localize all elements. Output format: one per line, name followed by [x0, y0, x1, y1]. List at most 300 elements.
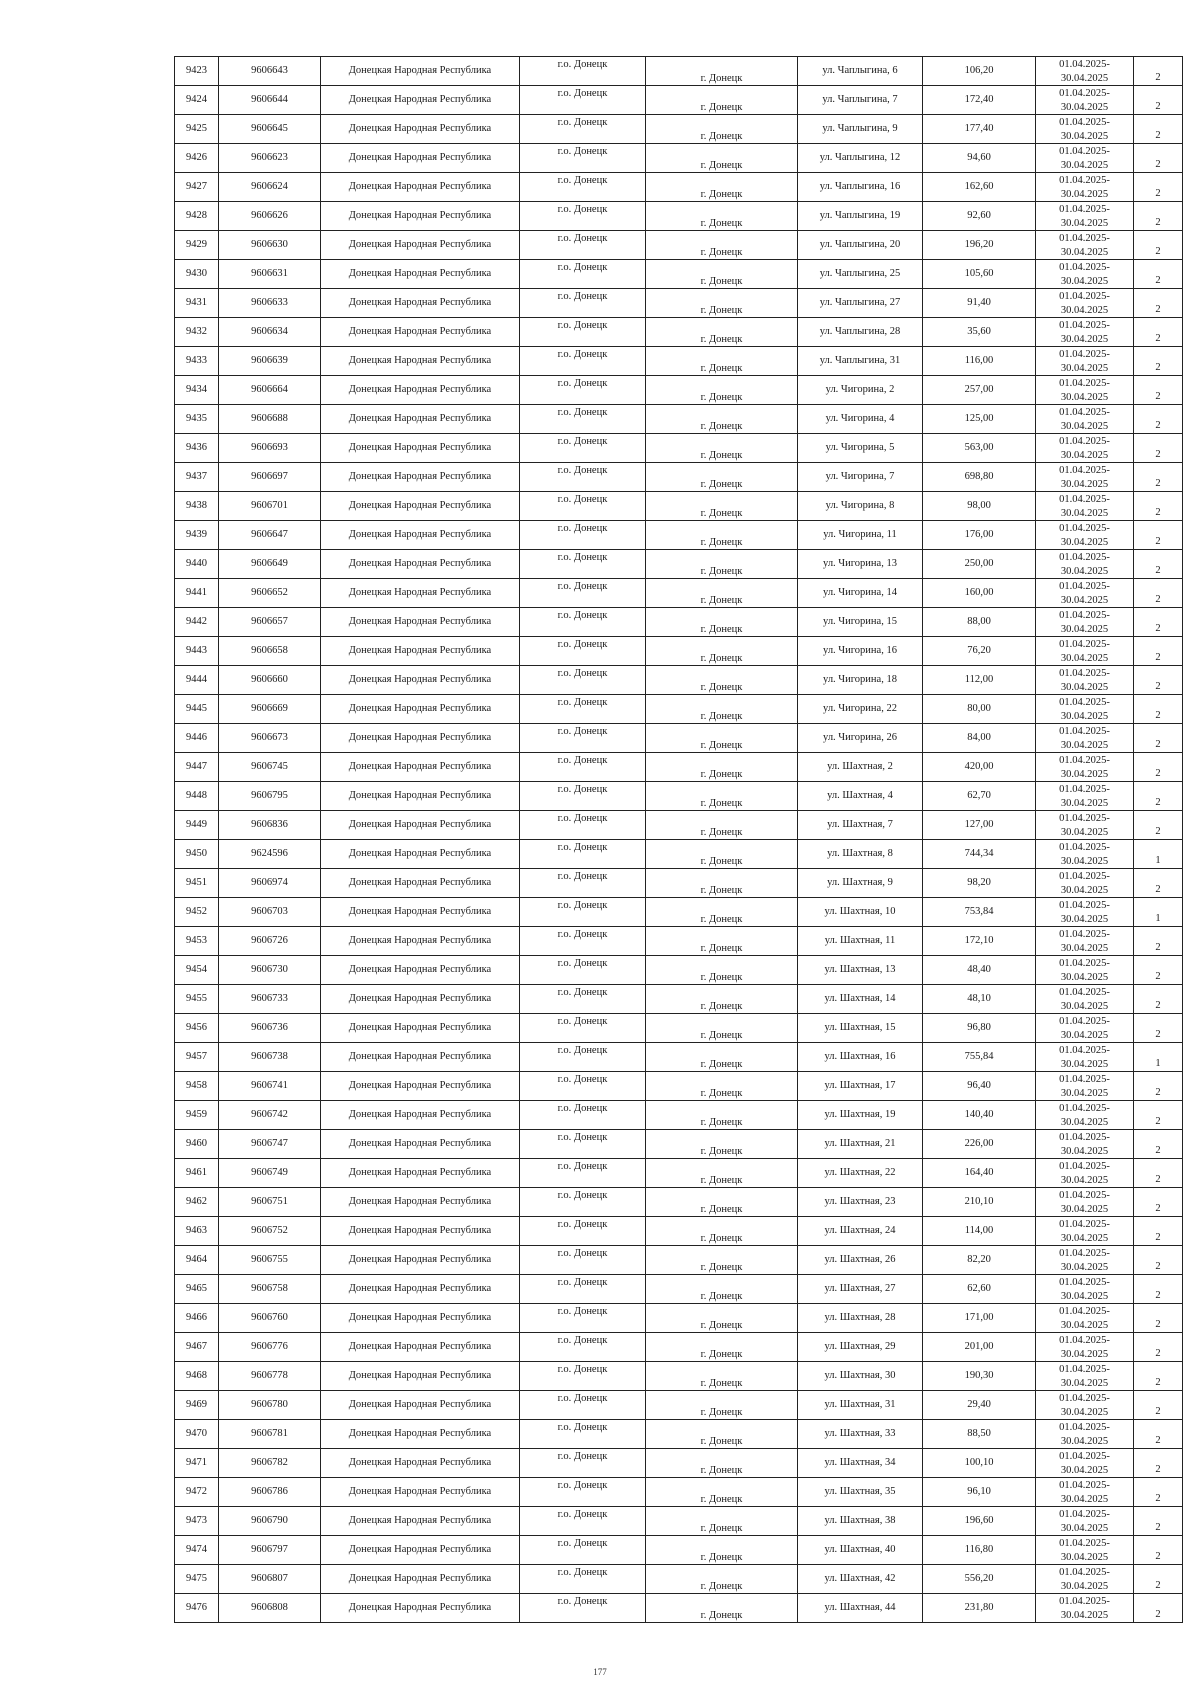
object-code-cell: 9606624 — [219, 173, 321, 202]
category-text: 2 — [1155, 796, 1161, 808]
row-number-cell: 9442 — [175, 608, 219, 637]
row-number-cell: 9446 — [175, 724, 219, 753]
municipality-text: г.о. Донецк — [557, 349, 608, 360]
region-cell: Донецкая Народная Республика — [321, 347, 520, 376]
city-cell — [646, 956, 798, 985]
region-cell: Донецкая Народная Республика — [321, 724, 520, 753]
city-cell — [646, 724, 798, 753]
category-cell — [1134, 434, 1183, 463]
region-cell: Донецкая Народная Республика — [321, 1391, 520, 1420]
region-cell: Донецкая Народная Республика — [321, 1362, 520, 1391]
object-code-cell: 9606778 — [219, 1362, 321, 1391]
category-cell — [1134, 173, 1183, 202]
category-cell — [1134, 318, 1183, 347]
city-cell — [646, 637, 798, 666]
city-text: г. Донецк — [700, 420, 743, 432]
object-code-cell: 9606758 — [219, 1275, 321, 1304]
municipality-cell — [520, 1072, 646, 1101]
period-start: 01.04.2025- — [1059, 1538, 1110, 1549]
area-cell: 62,60 — [923, 1275, 1036, 1304]
object-code-cell: 9606795 — [219, 782, 321, 811]
municipality-cell — [520, 289, 646, 318]
period-cell — [1036, 115, 1134, 144]
period-start: 01.04.2025- — [1059, 1161, 1110, 1172]
row-number-cell: 9428 — [175, 202, 219, 231]
object-code-cell: 9606658 — [219, 637, 321, 666]
object-code-cell: 9606630 — [219, 231, 321, 260]
region-cell: Донецкая Народная Республика — [321, 608, 520, 637]
municipality-text: г.о. Донецк — [557, 784, 608, 795]
object-code-cell: 9606808 — [219, 1594, 321, 1623]
row-number-cell: 9450 — [175, 840, 219, 869]
period-cell — [1036, 1304, 1134, 1333]
table-row — [175, 1217, 1183, 1246]
city-text: г. Донецк — [700, 159, 743, 171]
area-cell: 88,00 — [923, 608, 1036, 637]
row-number-cell: 9472 — [175, 1478, 219, 1507]
row-number-cell: 9473 — [175, 1507, 219, 1536]
object-code-cell: 9606673 — [219, 724, 321, 753]
city-text: г. Донецк — [700, 1464, 743, 1476]
municipality-cell — [520, 724, 646, 753]
region-cell: Донецкая Народная Республика — [321, 898, 520, 927]
category-text: 2 — [1155, 1260, 1161, 1272]
region-cell: Донецкая Народная Республика — [321, 231, 520, 260]
period-end: 30.04.2025 — [1060, 942, 1109, 954]
table-row — [175, 1333, 1183, 1362]
area-cell: 116,80 — [923, 1536, 1036, 1565]
category-text: 2 — [1155, 1318, 1161, 1330]
city-cell — [646, 1391, 798, 1420]
category-text: 2 — [1155, 622, 1161, 634]
city-text: г. Донецк — [700, 942, 743, 954]
table-row — [175, 869, 1183, 898]
address-cell: ул. Шахтная, 27 — [798, 1275, 923, 1304]
city-cell — [646, 695, 798, 724]
address-cell: ул. Чигорина, 22 — [798, 695, 923, 724]
period-start: 01.04.2025- — [1059, 1335, 1110, 1346]
row-number-cell: 9427 — [175, 173, 219, 202]
row-number-cell: 9466 — [175, 1304, 219, 1333]
address-cell: ул. Чаплыгина, 28 — [798, 318, 923, 347]
table-row — [175, 1536, 1183, 1565]
city-cell — [646, 1507, 798, 1536]
table-row — [175, 86, 1183, 115]
city-cell — [646, 463, 798, 492]
row-number-cell: 9449 — [175, 811, 219, 840]
city-text: г. Донецк — [700, 1087, 743, 1099]
period-start: 01.04.2025- — [1059, 1074, 1110, 1085]
region-cell: Донецкая Народная Республика — [321, 434, 520, 463]
period-end: 30.04.2025 — [1060, 971, 1109, 983]
region-cell: Донецкая Народная Республика — [321, 492, 520, 521]
period-end: 30.04.2025 — [1060, 1609, 1109, 1621]
address-cell: ул. Шахтная, 31 — [798, 1391, 923, 1420]
object-code-cell: 9624596 — [219, 840, 321, 869]
area-cell: 127,00 — [923, 811, 1036, 840]
period-end: 30.04.2025 — [1060, 565, 1109, 577]
region-cell: Донецкая Народная Республика — [321, 579, 520, 608]
table-row — [175, 666, 1183, 695]
city-cell — [646, 1159, 798, 1188]
city-cell — [646, 434, 798, 463]
address-cell: ул. Шахтная, 11 — [798, 927, 923, 956]
area-cell: 420,00 — [923, 753, 1036, 782]
period-cell — [1036, 289, 1134, 318]
municipality-cell — [520, 1246, 646, 1275]
region-cell: Донецкая Народная Республика — [321, 318, 520, 347]
address-cell: ул. Шахтная, 35 — [798, 1478, 923, 1507]
table-row — [175, 1188, 1183, 1217]
municipality-text: г.о. Донецк — [557, 610, 608, 621]
region-cell: Донецкая Народная Республика — [321, 1420, 520, 1449]
municipality-cell — [520, 1188, 646, 1217]
period-start: 01.04.2025- — [1059, 958, 1110, 969]
category-cell — [1134, 115, 1183, 144]
address-cell: ул. Шахтная, 4 — [798, 782, 923, 811]
object-code-cell: 9606736 — [219, 1014, 321, 1043]
address-cell: ул. Шахтная, 16 — [798, 1043, 923, 1072]
table-row — [175, 376, 1183, 405]
period-cell — [1036, 608, 1134, 637]
area-cell: 100,10 — [923, 1449, 1036, 1478]
period-start: 01.04.2025- — [1059, 871, 1110, 882]
row-number-cell: 9455 — [175, 985, 219, 1014]
category-cell — [1134, 985, 1183, 1014]
region-cell: Донецкая Народная Республика — [321, 376, 520, 405]
city-cell — [646, 231, 798, 260]
table-row — [175, 463, 1183, 492]
municipality-cell — [520, 753, 646, 782]
category-cell — [1134, 405, 1183, 434]
area-cell: 88,50 — [923, 1420, 1036, 1449]
municipality-cell — [520, 608, 646, 637]
period-start: 01.04.2025- — [1059, 320, 1110, 331]
row-number-cell: 9465 — [175, 1275, 219, 1304]
row-number-cell: 9447 — [175, 753, 219, 782]
municipality-cell — [520, 144, 646, 173]
address-cell: ул. Чаплыгина, 31 — [798, 347, 923, 376]
period-cell — [1036, 1362, 1134, 1391]
city-cell — [646, 869, 798, 898]
address-cell: ул. Шахтная, 33 — [798, 1420, 923, 1449]
table-row — [175, 1275, 1183, 1304]
period-end: 30.04.2025 — [1060, 1406, 1109, 1418]
category-text: 1 — [1155, 912, 1161, 924]
table-row — [175, 231, 1183, 260]
period-start: 01.04.2025- — [1059, 407, 1110, 418]
object-code-cell: 9606749 — [219, 1159, 321, 1188]
category-text: 2 — [1155, 767, 1161, 779]
object-code-cell: 9606733 — [219, 985, 321, 1014]
category-cell — [1134, 579, 1183, 608]
municipality-text: г.о. Донецк — [557, 1132, 608, 1143]
category-text: 2 — [1155, 187, 1161, 199]
municipality-text: г.о. Донецк — [557, 378, 608, 389]
municipality-cell — [520, 405, 646, 434]
period-start: 01.04.2025- — [1059, 929, 1110, 940]
table-row — [175, 898, 1183, 927]
category-text: 2 — [1155, 1289, 1161, 1301]
municipality-cell — [520, 927, 646, 956]
row-number-cell: 9441 — [175, 579, 219, 608]
category-text: 2 — [1155, 1608, 1161, 1620]
city-text: г. Донецк — [700, 1203, 743, 1215]
period-end: 30.04.2025 — [1060, 884, 1109, 896]
area-cell: 106,20 — [923, 57, 1036, 86]
area-cell: 176,00 — [923, 521, 1036, 550]
row-number-cell: 9470 — [175, 1420, 219, 1449]
period-start: 01.04.2025- — [1059, 523, 1110, 534]
category-cell — [1134, 231, 1183, 260]
period-end: 30.04.2025 — [1060, 449, 1109, 461]
municipality-text: г.о. Донецк — [557, 1393, 608, 1404]
area-cell: 98,00 — [923, 492, 1036, 521]
period-end: 30.04.2025 — [1060, 217, 1109, 229]
region-cell: Донецкая Народная Республика — [321, 1014, 520, 1043]
category-cell — [1134, 1159, 1183, 1188]
city-cell — [646, 1217, 798, 1246]
municipality-cell — [520, 1159, 646, 1188]
municipality-text: г.о. Донецк — [557, 436, 608, 447]
row-number-cell: 9460 — [175, 1130, 219, 1159]
object-code-cell: 9606626 — [219, 202, 321, 231]
category-cell — [1134, 927, 1183, 956]
period-end: 30.04.2025 — [1060, 652, 1109, 664]
period-cell — [1036, 376, 1134, 405]
category-text: 2 — [1155, 1463, 1161, 1475]
city-cell — [646, 1130, 798, 1159]
category-cell — [1134, 492, 1183, 521]
period-start: 01.04.2025- — [1059, 697, 1110, 708]
category-text: 2 — [1155, 883, 1161, 895]
municipality-text: г.о. Донецк — [557, 1190, 608, 1201]
address-cell: ул. Шахтная, 9 — [798, 869, 923, 898]
period-end: 30.04.2025 — [1060, 420, 1109, 432]
category-text: 2 — [1155, 1550, 1161, 1562]
period-start: 01.04.2025- — [1059, 88, 1110, 99]
table-row — [175, 724, 1183, 753]
city-text: г. Донецк — [700, 130, 743, 142]
municipality-text: г.о. Донецк — [557, 88, 608, 99]
row-number-cell: 9443 — [175, 637, 219, 666]
city-cell — [646, 753, 798, 782]
municipality-text: г.о. Донецк — [557, 842, 608, 853]
address-cell: ул. Чигорина, 11 — [798, 521, 923, 550]
object-code-cell: 9606747 — [219, 1130, 321, 1159]
municipality-text: г.о. Донецк — [557, 1219, 608, 1230]
period-cell — [1036, 695, 1134, 724]
row-number-cell: 9448 — [175, 782, 219, 811]
row-number-cell: 9424 — [175, 86, 219, 115]
period-start: 01.04.2025- — [1059, 465, 1110, 476]
category-text: 2 — [1155, 999, 1161, 1011]
category-cell — [1134, 1507, 1183, 1536]
municipality-text: г.о. Донецк — [557, 233, 608, 244]
municipality-cell — [520, 1275, 646, 1304]
address-cell: ул. Шахтная, 26 — [798, 1246, 923, 1275]
object-code-cell: 9606776 — [219, 1333, 321, 1362]
municipality-cell — [520, 869, 646, 898]
address-cell: ул. Шахтная, 15 — [798, 1014, 923, 1043]
region-cell: Донецкая Народная Республика — [321, 927, 520, 956]
city-text: г. Донецк — [700, 275, 743, 287]
municipality-cell — [520, 811, 646, 840]
area-cell: 48,10 — [923, 985, 1036, 1014]
row-number-cell: 9463 — [175, 1217, 219, 1246]
object-code-cell: 9606669 — [219, 695, 321, 724]
city-text: г. Донецк — [700, 681, 743, 693]
city-text: г. Донецк — [700, 1029, 743, 1041]
row-number-cell: 9426 — [175, 144, 219, 173]
region-cell: Донецкая Народная Республика — [321, 521, 520, 550]
region-cell: Донецкая Народная Республика — [321, 840, 520, 869]
object-code-cell: 9606807 — [219, 1565, 321, 1594]
city-text: г. Донецк — [700, 449, 743, 461]
city-text: г. Донецк — [700, 652, 743, 664]
region-cell: Донецкая Народная Республика — [321, 985, 520, 1014]
municipality-text: г.о. Донецк — [557, 465, 608, 476]
address-cell: ул. Шахтная, 2 — [798, 753, 923, 782]
municipality-text: г.о. Донецк — [557, 1422, 608, 1433]
object-code-cell: 9606697 — [219, 463, 321, 492]
table-row — [175, 1478, 1183, 1507]
address-cell: ул. Чаплыгина, 7 — [798, 86, 923, 115]
object-code-cell: 9606703 — [219, 898, 321, 927]
municipality-text: г.о. Донецк — [557, 552, 608, 563]
object-code-cell: 9606645 — [219, 115, 321, 144]
period-start: 01.04.2025- — [1059, 610, 1110, 621]
city-text: г. Донецк — [700, 1377, 743, 1389]
row-number-cell: 9432 — [175, 318, 219, 347]
table-row — [175, 1420, 1183, 1449]
period-start: 01.04.2025- — [1059, 1451, 1110, 1462]
city-cell — [646, 1478, 798, 1507]
region-cell: Донецкая Народная Республика — [321, 666, 520, 695]
period-start: 01.04.2025- — [1059, 900, 1110, 911]
city-text: г. Донецк — [700, 710, 743, 722]
row-number-cell: 9475 — [175, 1565, 219, 1594]
city-text: г. Донецк — [700, 1493, 743, 1505]
city-cell — [646, 289, 798, 318]
area-cell: 172,40 — [923, 86, 1036, 115]
category-text: 2 — [1155, 1231, 1161, 1243]
period-start: 01.04.2025- — [1059, 1306, 1110, 1317]
city-text: г. Донецк — [700, 1174, 743, 1186]
period-end: 30.04.2025 — [1060, 478, 1109, 490]
table-row — [175, 637, 1183, 666]
area-cell: 80,00 — [923, 695, 1036, 724]
municipality-text: г.о. Донецк — [557, 1480, 608, 1491]
period-start: 01.04.2025- — [1059, 1016, 1110, 1027]
city-text: г. Донецк — [700, 768, 743, 780]
municipality-text: г.о. Донецк — [557, 320, 608, 331]
city-cell — [646, 579, 798, 608]
city-cell — [646, 840, 798, 869]
category-cell — [1134, 376, 1183, 405]
table-row — [175, 115, 1183, 144]
object-code-cell: 9606745 — [219, 753, 321, 782]
period-end: 30.04.2025 — [1060, 623, 1109, 635]
category-text: 2 — [1155, 651, 1161, 663]
period-start: 01.04.2025- — [1059, 233, 1110, 244]
object-code-cell: 9606751 — [219, 1188, 321, 1217]
area-cell: 196,20 — [923, 231, 1036, 260]
category-text: 2 — [1155, 245, 1161, 257]
row-number-cell: 9474 — [175, 1536, 219, 1565]
category-text: 2 — [1155, 1086, 1161, 1098]
area-cell: 96,80 — [923, 1014, 1036, 1043]
municipality-cell — [520, 1217, 646, 1246]
city-cell — [646, 1594, 798, 1623]
period-cell — [1036, 260, 1134, 289]
city-cell — [646, 347, 798, 376]
table-row — [175, 927, 1183, 956]
object-code-cell: 9606701 — [219, 492, 321, 521]
period-end: 30.04.2025 — [1060, 362, 1109, 374]
city-text: г. Донецк — [700, 217, 743, 229]
object-code-cell: 9606755 — [219, 1246, 321, 1275]
region-cell: Донецкая Народная Республика — [321, 956, 520, 985]
table-row — [175, 347, 1183, 376]
address-cell: ул. Шахтная, 13 — [798, 956, 923, 985]
region-cell: Донецкая Народная Республика — [321, 1565, 520, 1594]
period-start: 01.04.2025- — [1059, 1596, 1110, 1607]
municipality-text: г.о. Донецк — [557, 262, 608, 273]
municipality-text: г.о. Донецк — [557, 813, 608, 824]
period-start: 01.04.2025- — [1059, 1509, 1110, 1520]
area-cell: 753,84 — [923, 898, 1036, 927]
area-cell: 125,00 — [923, 405, 1036, 434]
address-cell: ул. Шахтная, 22 — [798, 1159, 923, 1188]
row-number-cell: 9461 — [175, 1159, 219, 1188]
category-cell — [1134, 1333, 1183, 1362]
period-end: 30.04.2025 — [1060, 710, 1109, 722]
area-cell: 29,40 — [923, 1391, 1036, 1420]
area-cell: 196,60 — [923, 1507, 1036, 1536]
object-code-cell: 9606633 — [219, 289, 321, 318]
region-cell: Донецкая Народная Республика — [321, 1594, 520, 1623]
municipality-cell — [520, 1391, 646, 1420]
municipality-text: г.о. Донецк — [557, 697, 608, 708]
area-cell: 563,00 — [923, 434, 1036, 463]
row-number-cell: 9468 — [175, 1362, 219, 1391]
category-text: 2 — [1155, 593, 1161, 605]
address-cell: ул. Чаплыгина, 19 — [798, 202, 923, 231]
period-end: 30.04.2025 — [1060, 72, 1109, 84]
area-cell: 556,20 — [923, 1565, 1036, 1594]
municipality-cell — [520, 173, 646, 202]
period-cell — [1036, 1478, 1134, 1507]
address-cell: ул. Шахтная, 14 — [798, 985, 923, 1014]
city-cell — [646, 1275, 798, 1304]
period-end: 30.04.2025 — [1060, 1145, 1109, 1157]
object-code-cell: 9606660 — [219, 666, 321, 695]
table-row — [175, 695, 1183, 724]
municipality-text: г.о. Донецк — [557, 1277, 608, 1288]
address-cell: ул. Чигорина, 13 — [798, 550, 923, 579]
area-cell: 105,60 — [923, 260, 1036, 289]
period-end: 30.04.2025 — [1060, 1232, 1109, 1244]
municipality-cell — [520, 492, 646, 521]
area-cell: 231,80 — [923, 1594, 1036, 1623]
category-cell — [1134, 608, 1183, 637]
city-text: г. Донецк — [700, 1580, 743, 1592]
municipality-cell — [520, 840, 646, 869]
object-code-cell: 9606657 — [219, 608, 321, 637]
period-end: 30.04.2025 — [1060, 130, 1109, 142]
region-cell: Донецкая Народная Республика — [321, 463, 520, 492]
